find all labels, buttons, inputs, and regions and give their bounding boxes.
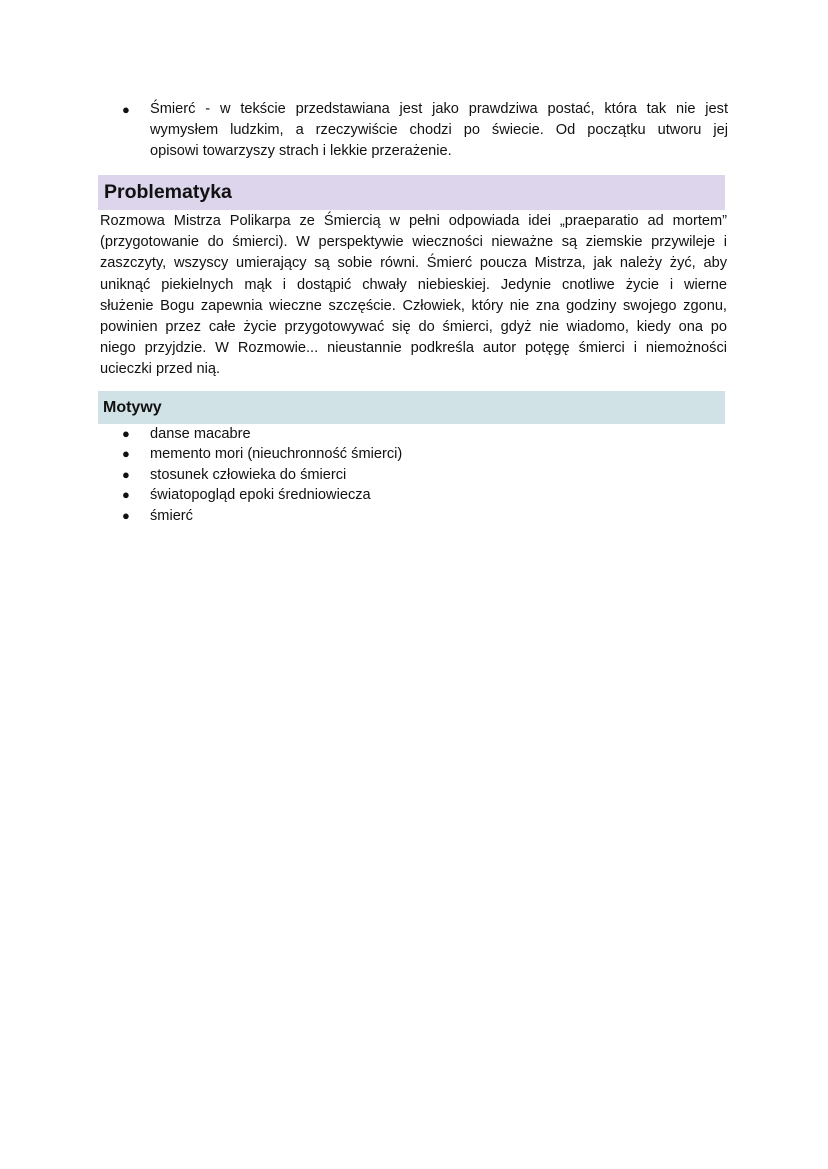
section-heading-problematyka bbox=[98, 175, 725, 210]
motywy-list bbox=[122, 424, 402, 526]
bullet-marker: ● bbox=[122, 102, 130, 117]
text-line: Rozmowa Mistrza Polikarpa ze Śmiercią w pełni odpowiada idei „praeparatio ad mortem” bbox=[100, 213, 727, 229]
text-line: (przygotowanie do śmierci). W perspektywie wieczności nieważne są ziemskie przywileje i bbox=[100, 234, 727, 251]
bullet-marker: ● bbox=[122, 487, 130, 503]
text-line: służenie Bogu zapewnia wieczne szczęście. Człowiek, który nie zna godziny swojego zgonu, bbox=[100, 297, 727, 314]
list-item bbox=[122, 485, 402, 505]
list-item bbox=[122, 506, 402, 526]
list-item bbox=[122, 424, 402, 444]
bullet-marker: ● bbox=[122, 507, 130, 523]
text-line: wymysłem ludzkim, a rzeczywiście chodzi po świecie. Od początku utworu jej bbox=[150, 122, 728, 138]
text-line: Śmierć - w tekście przedstawiana jest jako prawdziwa postać, która tak nie jest bbox=[150, 101, 728, 117]
list-item-text: śmierć bbox=[150, 507, 193, 524]
section-title: Motywy bbox=[103, 399, 162, 416]
text-line: uniknąć piekielnych mąk i dostąpić chwały niebieskiej. Jedynie cnotliwe życie i wierne bbox=[100, 276, 727, 293]
list-item-text: danse macabre bbox=[150, 426, 251, 442]
list-item bbox=[122, 444, 402, 464]
list-item-text: światopogląd epoki średniowiecza bbox=[150, 487, 371, 504]
text-line: niego przyjdzie. W Rozmowie... nieustannie podkreśla autor potęgę śmierci i niemożności bbox=[100, 340, 727, 357]
text-line: zaszczyty, wszyscy umierający są sobie równi. Śmierć poucza Mistrza, jak należy żyć, aby bbox=[100, 255, 727, 272]
section-title: Problematyka bbox=[104, 181, 232, 203]
section-heading-motywy bbox=[98, 391, 725, 424]
bullet-marker: ● bbox=[122, 426, 130, 441]
bullet-marker: ● bbox=[122, 466, 130, 482]
list-item-text: memento mori (nieuchronność śmierci) bbox=[150, 446, 403, 463]
text-line: ucieczki przed nią. bbox=[100, 361, 221, 378]
list-item bbox=[122, 465, 402, 485]
intro-bullet bbox=[122, 99, 728, 162]
bullet-marker: ● bbox=[122, 446, 130, 462]
text-line: opisowi towarzyszy strach i lekkie przerażenie. bbox=[150, 143, 452, 159]
intro-bullet-text bbox=[150, 99, 728, 162]
problematyka-paragraph bbox=[100, 211, 727, 381]
list-item-text: stosunek człowieka do śmierci bbox=[150, 466, 347, 483]
text-line: powinien przez całe życie przygotowywać się do śmierci, gdyż nie wiadomo, kiedy ona po bbox=[100, 319, 727, 336]
